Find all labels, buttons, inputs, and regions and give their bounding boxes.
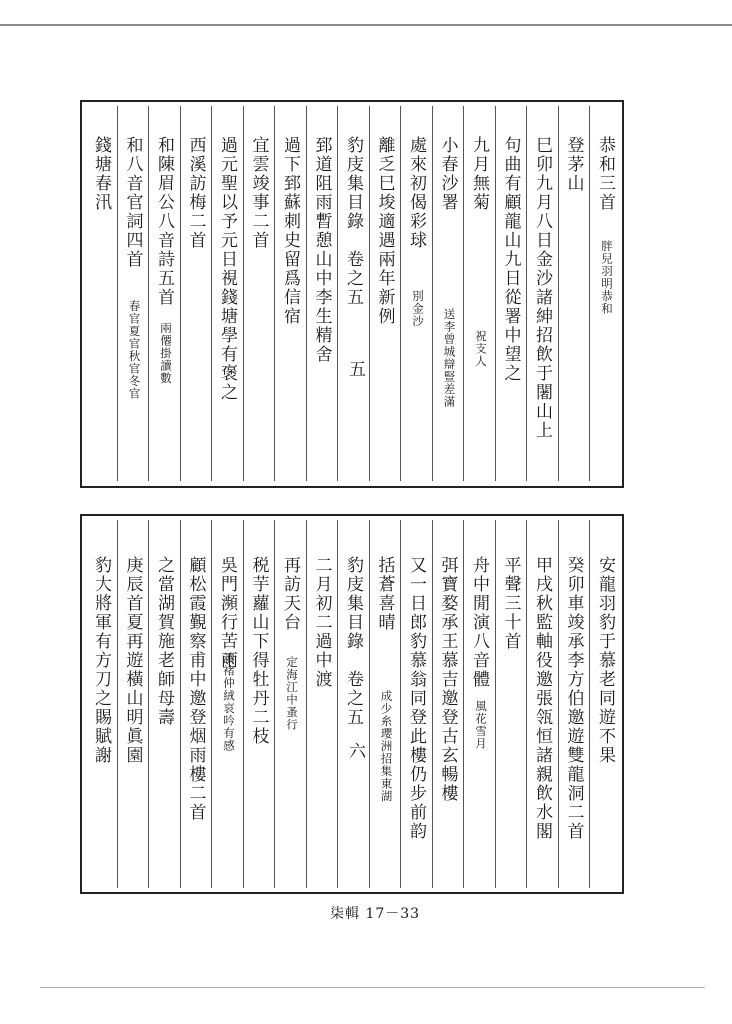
bottom-panel-column-11: 再訪天台 [280, 556, 300, 632]
bottom-panel-column-13-note: 讀褚仲絨哀吟有感 [222, 652, 236, 752]
bottom-panel-column-7: 又一日郎豹慕翁同登此樓仍步前韵 [406, 556, 426, 841]
column-rule [589, 106, 590, 481]
bottom-panel-column-6: 弭寶婺承王慕吉邀登古玄暢樓 [437, 556, 458, 803]
bottom-panel-column-10: 二月初二過中渡 [311, 556, 332, 689]
bottom-panel-column-1: 安龍羽豹于慕老同遊不果 [595, 556, 615, 765]
top-panel-column-11: 過下郅蘇刺史留爲信宿 [280, 136, 300, 326]
frame-top-border [80, 100, 624, 102]
top-panel-column-5: 九月無菊 [469, 136, 489, 212]
column-rule [117, 520, 118, 888]
column-rule [337, 106, 338, 481]
column-rule [463, 106, 464, 481]
column-rule [558, 106, 559, 481]
bottom-panel-column-5-note: 風花雪月 [474, 700, 488, 750]
column-rule [274, 520, 275, 888]
column-rule [148, 106, 149, 481]
column-rule [495, 520, 496, 888]
top-panel-column-6: 小春沙署 [437, 136, 458, 212]
top-panel-column-7-note: 別金沙 [411, 290, 425, 328]
top-panel-column-1: 恭和三首 [595, 136, 615, 212]
frame-top-border [80, 514, 624, 516]
top-panel-column-14: 西溪訪梅二首 [185, 136, 206, 250]
top-panel-column-9: 豹庋集目錄 卷之五 [343, 136, 363, 307]
bottom-panel-column-3: 甲戌秋監軸役邀張瓴恒諸親飲水閣 [532, 556, 552, 841]
bottom-panel-column-8-note: 成少糸瓔洲招集東湖 [379, 690, 394, 803]
frame-bottom-border [80, 486, 624, 488]
column-rule [274, 106, 275, 481]
top-panel-column-7: 處來初偈彩球 [406, 136, 426, 250]
top-panel-column-15-note: 兩僊掛讀數 [159, 322, 173, 385]
column-rule [400, 520, 401, 888]
column-rule [211, 106, 212, 481]
top-panel-column-16: 和八音官詞四首 [122, 136, 143, 269]
scan-bottom-edge [40, 987, 705, 988]
column-rule [180, 106, 181, 481]
bottom-panel-column-13: 吳門瀕行苦雨 [217, 556, 237, 670]
column-rule [558, 520, 559, 888]
top-panel-column-5-note: 祝支人 [474, 330, 488, 368]
top-panel-column-4: 句曲有顧龍山九日從署中望之 [500, 136, 521, 383]
column-rule [432, 106, 433, 481]
top-panel-column-12: 宜雲竣事二首 [248, 136, 269, 250]
bottom-panel-column-9: 豹庋集目錄 卷之五 [343, 556, 363, 727]
bottom-panel-column-11-note: 定海江中蚤行 [285, 656, 299, 731]
column-rule [180, 520, 181, 888]
frame-bottom-border [80, 892, 624, 894]
top-panel-column-2: 登茅山 [563, 136, 584, 193]
top-panel-column-17: 錢塘春汛 [91, 136, 111, 212]
top-panel-column-15: 和陳眉公八音詩五首 [154, 136, 174, 307]
column-rule [526, 520, 527, 888]
top-panel-column-3: 巳卯九月八日金沙諸紳招飲于闍山上 [532, 136, 552, 440]
top-panel-column-13: 過元聖以予元日視錢塘學有褒之 [217, 136, 237, 402]
column-rule [211, 520, 212, 888]
bottom-panel-column-8: 括蒼喜晴 [374, 556, 395, 632]
column-rule [148, 520, 149, 888]
bottom-panel-column-4: 平聲三十首 [500, 556, 521, 651]
column-rule [306, 520, 307, 888]
bottom-panel-column-15: 之當湖賀施老師母壽 [154, 556, 174, 727]
bottom-panel-column-5: 舟中閒演八音體 [469, 556, 489, 689]
column-rule [432, 520, 433, 888]
bottom-panel-column-12: 税芋蘿山下得牡丹二枝 [248, 556, 269, 746]
bottom-panel-column-16: 庚辰首夏再遊橫山明眞園 [122, 556, 143, 765]
column-rule [463, 520, 464, 888]
column-rule [526, 106, 527, 481]
top-panel-column-10: 郅道阻雨暫憩山中李生精舍 [311, 136, 332, 364]
column-rule [117, 106, 118, 481]
page-folio: 柒輯 17－33 [330, 906, 421, 922]
column-rule [306, 106, 307, 481]
top-panel-column-8: 離乏巳埈適遇兩年新例 [374, 136, 395, 326]
bottom-panel-column-14: 顧松霞覲察甫中邀登烟雨樓二首 [185, 556, 206, 822]
column-rule [243, 520, 244, 888]
top-panel-column-9-note: 五 [345, 360, 365, 379]
bottom-panel-column-17: 豹大將軍有方刀之賜賦謝 [91, 556, 111, 765]
top-panel-column-16-note: 春官夏官秋官冬官 [127, 300, 142, 400]
column-rule [369, 106, 370, 481]
top-panel-column-1-note: 胖兒羽明恭和 [600, 240, 614, 315]
column-rule [369, 520, 370, 888]
column-rule [495, 106, 496, 481]
bottom-panel-column-2: 癸卯車竣承李方伯邀遊雙龍洞二首 [563, 556, 584, 841]
top-panel-column-6-note: 送李曾城辯豎差滿 [442, 308, 457, 408]
column-rule [589, 520, 590, 888]
scan-top-edge [0, 24, 732, 26]
column-rule [337, 520, 338, 888]
column-rule [243, 106, 244, 481]
bottom-panel-column-9-note: 六 [345, 742, 365, 761]
column-rule [400, 106, 401, 481]
